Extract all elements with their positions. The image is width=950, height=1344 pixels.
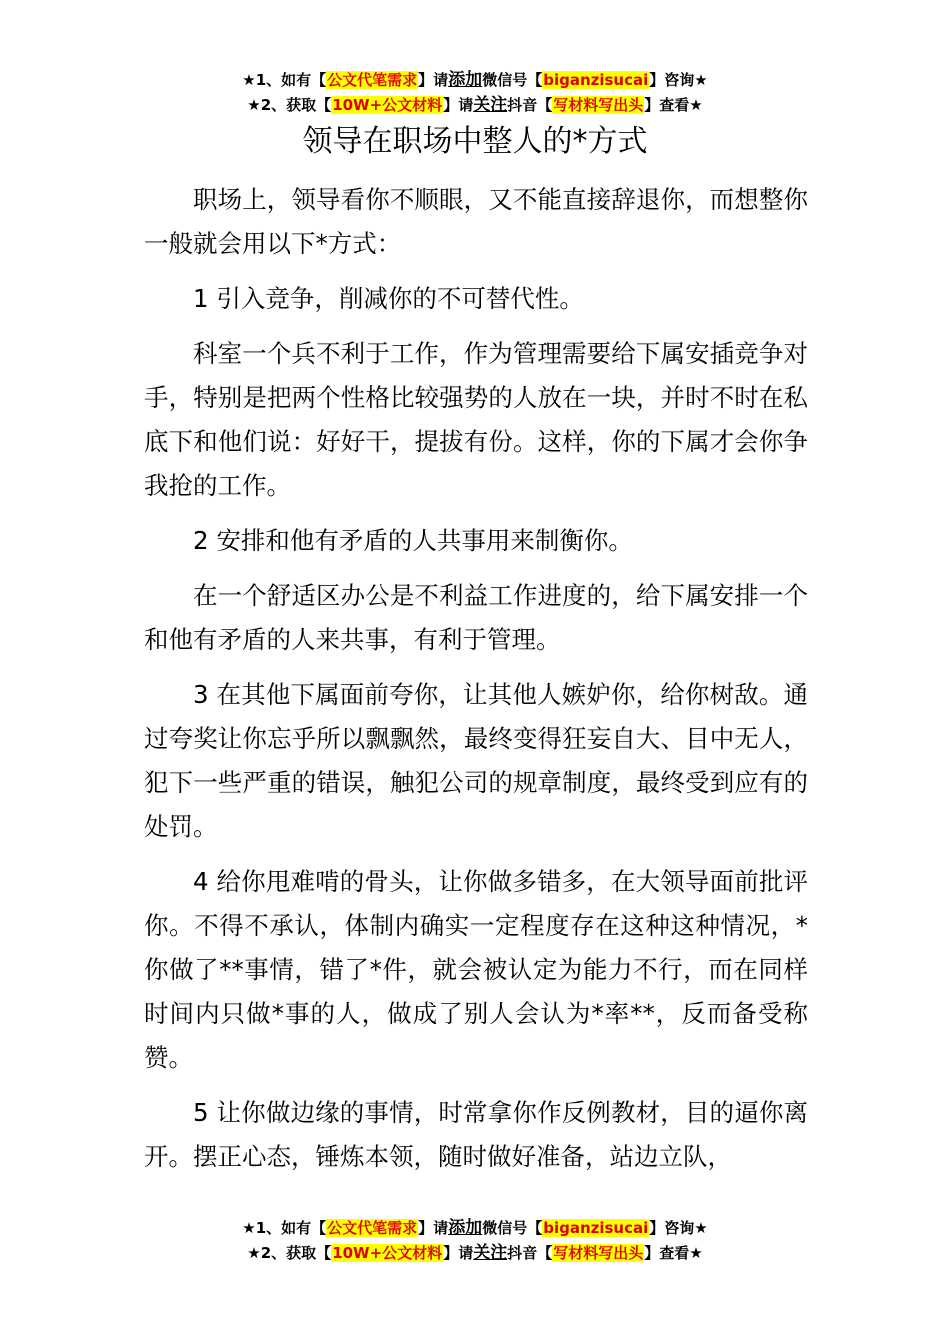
promo-douyin-id: 写材料写出头 <box>553 1244 644 1262</box>
promo-text: 】请 <box>443 1244 474 1262</box>
footer-promo-banner <box>0 1216 950 1266</box>
header-promo-banner <box>0 68 950 118</box>
promo-emphasis: 关注 <box>473 95 508 115</box>
paragraph: 科室一个兵不利于工作，作为管理需要给下属安插竞争对手，特别是把两个性格比较强势的人放在一块，并时不时在私底下和他们说：好好干，提拔有份。这样，你的下属才会你争我抢的工作。 <box>144 339 808 500</box>
document-body <box>144 178 808 1190</box>
promo-line-2 <box>0 93 950 118</box>
promo-text: 微信号【 <box>482 1219 543 1237</box>
promo-text: 】请 <box>418 71 449 89</box>
promo-emphasis: 添加 <box>448 70 483 90</box>
promo-text: 微信号【 <box>482 71 543 89</box>
promo-text: 】咨询★ <box>649 71 708 89</box>
promo-highlight: 10W+公文材料 <box>332 96 443 114</box>
promo-douyin-id: 写材料写出头 <box>553 96 644 114</box>
promo-text: ★2、获取【 <box>247 96 332 114</box>
paragraph: 在一个舒适区办公是不利益工作进度的，给下属安排一个和他有矛盾的人来共事，有利于管理。 <box>144 581 808 654</box>
promo-highlight: 公文代笔需求 <box>327 1219 418 1237</box>
promo-emphasis: 添加 <box>448 1218 483 1238</box>
paragraph: 4 给你甩难啃的骨头，让你做多错多，在大领导面前批评你。不得不承认，体制内确实一定程度存在这种这种情况，*你做了**事情，错了*件，就会被认定为能力不行，而在同样时间内只做*事的人，做成了别人会认为*率**，反而备受称赞。 <box>144 867 808 1072</box>
promo-text: 】请 <box>443 96 474 114</box>
promo-text: 】咨询★ <box>649 1219 708 1237</box>
promo-highlight: 10W+公文材料 <box>332 1244 443 1262</box>
promo-line-2 <box>0 1241 950 1266</box>
paragraph: 3 在其他下属面前夸你，让其他人嫉妒你，给你树敌。通过夸奖让你忘乎所以飘飘然，最终变得狂妄自大、目中无人，犯下一些严重的错误，触犯公司的规章制度，最终受到应有的处罚。 <box>144 680 808 841</box>
promo-line-1 <box>0 1216 950 1241</box>
promo-text: ★1、如有【 <box>242 1219 327 1237</box>
promo-text: 】查看★ <box>644 96 703 114</box>
promo-text: ★2、获取【 <box>247 1244 332 1262</box>
document-title: 领导在职场中整人的*方式 <box>302 124 648 159</box>
paragraph-heading: 2 安排和他有矛盾的人共事用来制衡你。 <box>193 526 633 555</box>
paragraph: 5 让你做边缘的事情，时常拿你作反例教材，目的逼你离开。摆正心态，锤炼本领，随时做好准备，站边立队， <box>144 1098 808 1171</box>
promo-text: 抖音【 <box>507 96 553 114</box>
paragraph: 职场上，领导看你不顺眼，又不能直接辞退你，而想整你一般就会用以下*方式： <box>144 185 808 258</box>
promo-text: 抖音【 <box>507 1244 553 1262</box>
promo-emphasis: 关注 <box>473 1243 508 1263</box>
promo-text: ★1、如有【 <box>242 71 327 89</box>
promo-wechat-id: biganzisucai <box>543 71 649 89</box>
promo-text: 】查看★ <box>644 1244 703 1262</box>
promo-highlight: 公文代笔需求 <box>327 71 418 89</box>
paragraph-heading: 1 引入竞争，削减你的不可替代性。 <box>193 284 584 313</box>
promo-wechat-id: biganzisucai <box>543 1219 649 1237</box>
promo-line-1 <box>0 68 950 93</box>
promo-text: 】请 <box>418 1219 449 1237</box>
